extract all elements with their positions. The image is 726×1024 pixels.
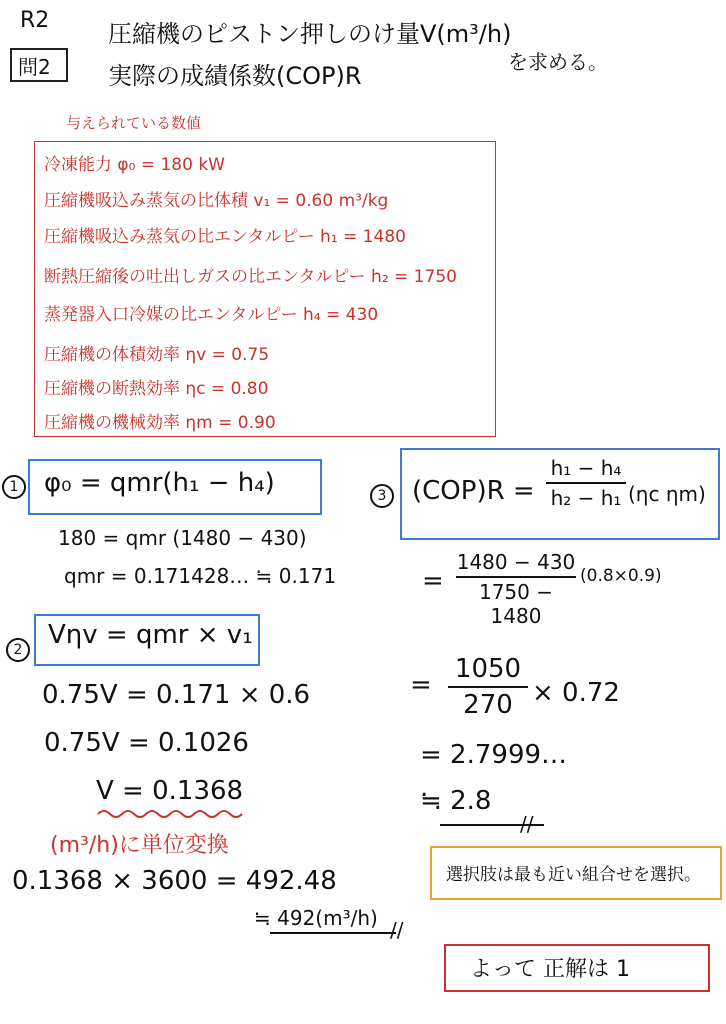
given-row: 圧縮機吸込み蒸気の比エンタルピー h₁ = 1480 bbox=[44, 227, 406, 247]
step-3-efficiency-term: (ηc ηm) bbox=[628, 482, 706, 506]
step-1-formula: φ₀ = qmr(h₁ − h₄) bbox=[44, 468, 275, 498]
step-2-marker: 2 bbox=[6, 638, 30, 662]
given-row: 圧縮機の機械効率 ηm = 0.90 bbox=[44, 413, 276, 433]
fraction-bar bbox=[546, 482, 626, 484]
question-number: 問2 bbox=[18, 55, 51, 79]
step-3-line-4: ≒ 2.8 bbox=[420, 786, 492, 816]
given-row: 蒸発器入口冷媒の比エンタルピー h₄ = 430 bbox=[44, 305, 379, 325]
step-3-line-3: = 2.7999… bbox=[420, 740, 568, 770]
step-2-line-1: 0.75V = 0.171 × 0.6 bbox=[42, 680, 311, 710]
step-2-line-2: 0.75V = 0.1026 bbox=[44, 728, 249, 758]
step-2-line-4: 0.1368 × 3600 = 492.48 bbox=[12, 866, 337, 896]
unit-conversion-note: (m³/h)に単位変換 bbox=[50, 833, 229, 858]
step-1-marker: 1 bbox=[2, 475, 26, 499]
fraction-bar bbox=[456, 576, 576, 578]
given-row: 圧縮機吸込み蒸気の比体積 v₁ = 0.60 m³/kg bbox=[44, 191, 389, 211]
step-3-marker: 3 bbox=[370, 484, 394, 508]
step-1-line-1: 180 = qmr (1480 − 430) bbox=[58, 526, 307, 550]
given-row: 圧縮機の体積効率 ηv = 0.75 bbox=[44, 345, 270, 365]
step-3-sub2-equals: = bbox=[410, 670, 432, 700]
step-3-sub2-denominator: 270 bbox=[463, 690, 513, 720]
step-3-sub2-numerator: 1050 bbox=[454, 654, 522, 684]
step-3-sub1-fraction bbox=[456, 550, 576, 628]
step-2-end-mark: // bbox=[390, 918, 404, 942]
step-3-lhs: (COP)R = bbox=[412, 476, 535, 506]
step-3-fraction-denominator: h₂ − h₁ bbox=[550, 486, 622, 510]
title-line-2: 実際の成績係数(COP)R bbox=[108, 62, 362, 90]
given-heading: 与えられている数値 bbox=[66, 114, 202, 132]
step-3-end-mark: // bbox=[520, 812, 534, 836]
red-wavy-underline bbox=[96, 806, 246, 822]
fraction-bar bbox=[448, 686, 528, 688]
step-1-line-2: qmr = 0.171428… ≒ 0.171 bbox=[64, 564, 337, 588]
given-row: 冷凍能力 φ₀ = 180 kW bbox=[44, 155, 225, 175]
answer-text: よって 正解は 1 bbox=[470, 957, 630, 982]
title-line-1: 圧縮機のピストン押しのけ量V(m³/h) bbox=[108, 20, 512, 48]
step-3-sub2-tail: × 0.72 bbox=[532, 678, 620, 708]
step-3-sub2-fraction bbox=[448, 654, 528, 720]
result-underline bbox=[270, 932, 396, 934]
step-2-line-3: V = 0.1368 bbox=[96, 776, 244, 806]
step-3-fraction-numerator: h₁ − h₄ bbox=[550, 456, 622, 480]
selection-note: 選択肢は最も近い組合せを選択。 bbox=[446, 865, 701, 885]
step-2-formula: Vηv = qmr × v₁ bbox=[48, 620, 253, 650]
step-3-sub1-numerator: 1480 − 430 bbox=[456, 550, 576, 574]
step-3-sub1-tail: (0.8×0.9) bbox=[580, 566, 662, 586]
step-2-line-5: ≒ 492(m³/h) bbox=[254, 906, 378, 930]
given-row: 断熱圧縮後の吐出しガスの比エンタルピー h₂ = 1750 bbox=[44, 267, 457, 287]
year-label: R2 bbox=[20, 8, 50, 33]
step-3-sub1-denominator: 1750 − 1480 bbox=[478, 580, 553, 628]
step-3-sub1-equals: = bbox=[422, 566, 444, 596]
given-row: 圧縮機の断熱効率 ηc = 0.80 bbox=[44, 379, 269, 399]
title-tail: を求める。 bbox=[508, 50, 608, 74]
step-3-fraction bbox=[546, 456, 626, 510]
